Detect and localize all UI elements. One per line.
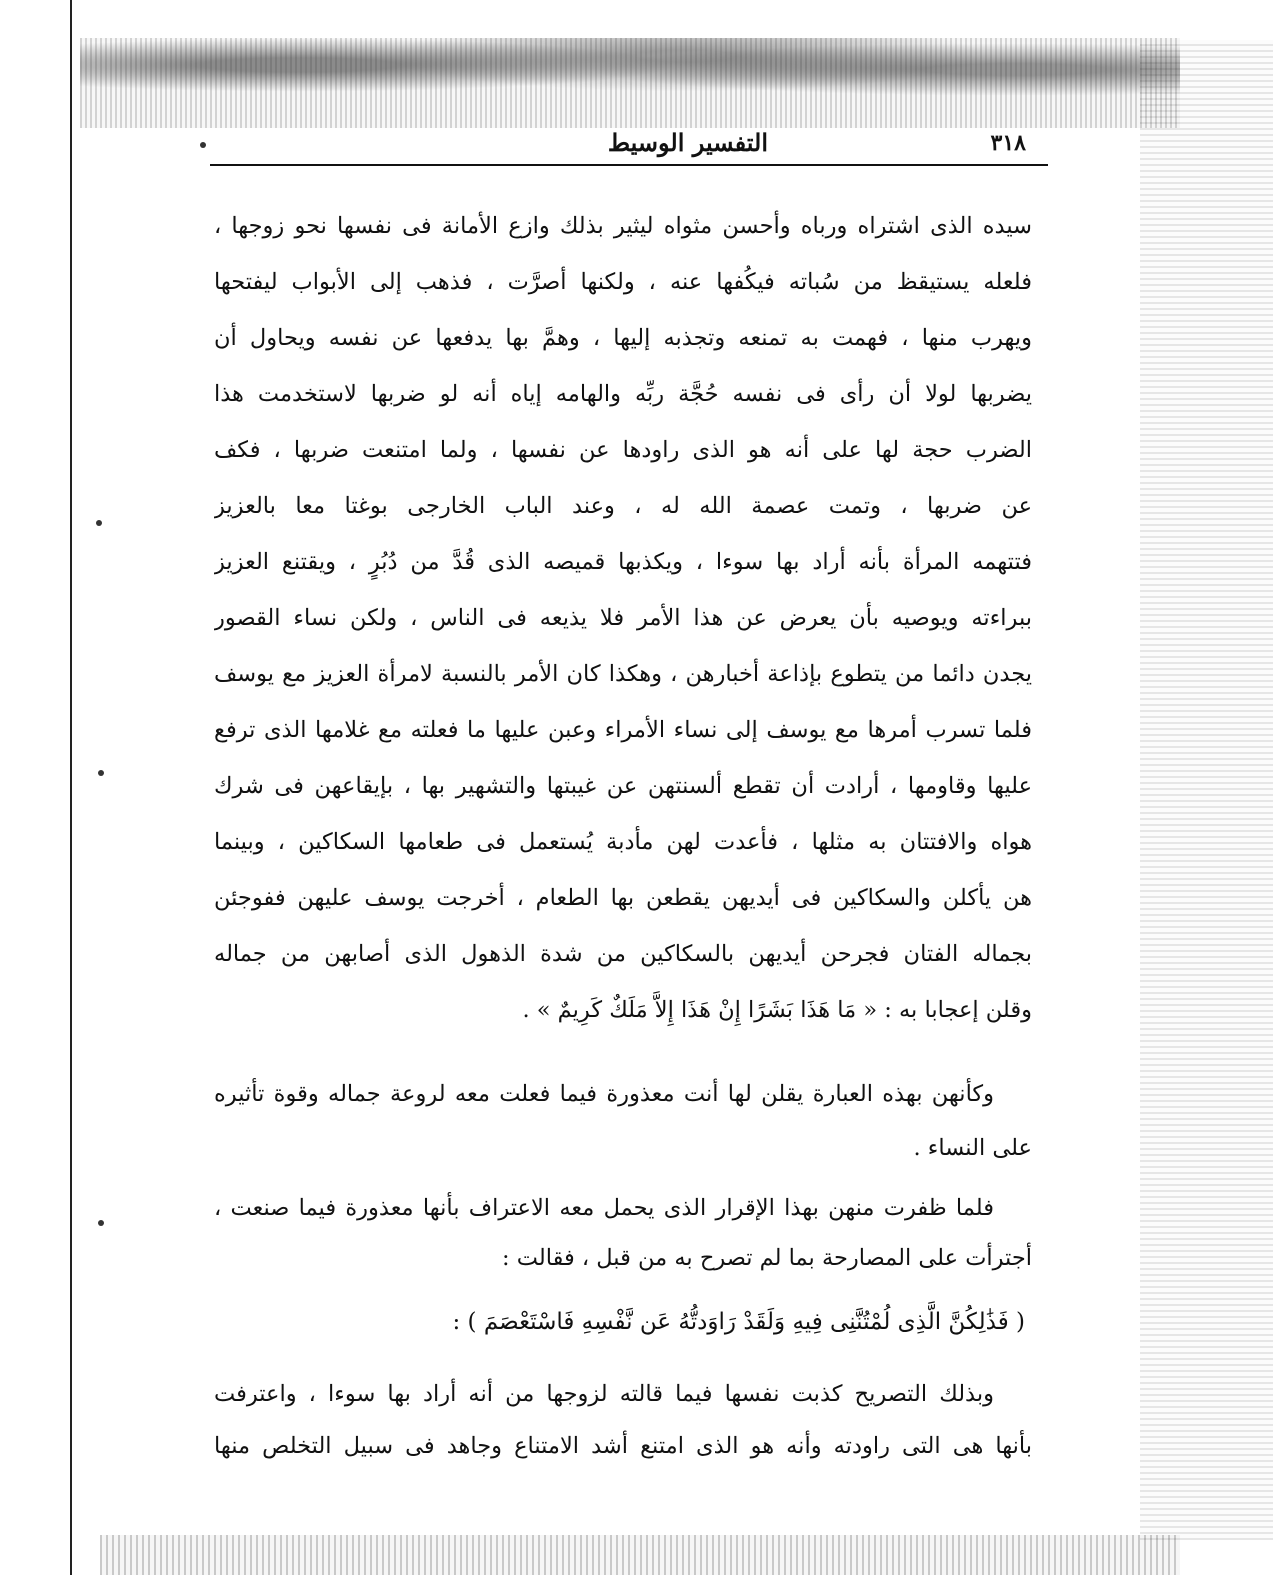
text-line: وكأنهن بهذه العبارة يقلن لها أنت معذورة فيما فعلت معه لروعة جماله وقوة تأثيره [214, 1081, 994, 1107]
text-line: سيده الذى اشتراه ورباه وأحسن مثواه ليثير بذلك وازع الأمانة فى نفسها نحو زوجها ، [214, 213, 1032, 239]
running-title: التفسير الوسيط [607, 128, 768, 157]
text-line: بجماله الفتان فجرحن أيديهن بالسكاكين من شدة الذهول الذى أصابهن من جماله [214, 941, 1032, 967]
scan-top-noise [80, 38, 1180, 128]
text-line: أجترأت على المصارحة بما لم تصرح به من قبل ، فقالت : [502, 1245, 1032, 1271]
scan-bottom-noise [100, 1535, 1180, 1575]
text-line: هواه والافتتان به مثلها ، فأعدت لهن مأدبة يُستعمل فى طعامها السكاكين ، وبينما [214, 829, 1032, 855]
text-line: ببراءته ويوصيه بأن يعرض عن هذا الأمر فلا يذيعه فى الناس ، ولكن نساء القصور [214, 605, 1032, 631]
scan-speck [98, 770, 104, 776]
text-line: فلما تسرب أمرها مع يوسف إلى نساء الأمراء وعبن عليها ما فعلته مع غلامها الذى ترفع [214, 717, 1032, 743]
text-line: بأنها هى التى راودته وأنه هو الذى امتنع أشد الامتناع وجاهد فى سبيل التخلص منها [214, 1433, 1032, 1459]
text-line: فلعله يستيقظ من سُباته فيكُفها عنه ، ولكنها أصرَّت ، فذهب إلى الأبواب ليفتحها [214, 269, 1032, 295]
scan-speck [98, 1220, 104, 1226]
scan-speck [200, 142, 206, 148]
page-number: ٣١٨ [990, 130, 1026, 156]
text-line: ويهرب منها ، فهمت به تمنعه وتجذبه إليها ، وهمَّ بها يدفعها عن نفسه ويحاول أن [214, 325, 1032, 351]
text-line-quote: وقلن إعجابا به : « مَا هَذَا بَشَرًا إِنْ هَذَا إِلاَّ مَلَكٌ كَرِيمٌ » . [522, 997, 1032, 1023]
text-line: على النساء . [913, 1135, 1032, 1161]
scan-right-noise [1140, 40, 1273, 1540]
text-line: هن يأكلن والسكاكين فى أيديهن يقطعن بها الطعام ، أخرجت يوسف عليهن ففوجئن [214, 885, 1032, 911]
text-line: يجدن دائما من يتطوع بإذاعة أخبارهن ، وهكذا كان الأمر بالنسبة لامرأة العزيز مع يوسف [214, 661, 1032, 687]
text-line: فلما ظفرت منهن بهذا الإقرار الذى يحمل معه الاعتراف بأنها معذورة فيما صنعت ، [214, 1195, 994, 1221]
page-header [210, 128, 1048, 166]
quran-verse: ( فَذَٰلِكُنَّ الَّذِى لُمْتُنَّنِى فِيهِ وَلَقَدْ رَاوَدتُّهُ عَن نَّفْسِهِ فَاسْتَعْصَمَ ) : [452, 1309, 1025, 1335]
text-line: الضرب حجة لها على أنه هو الذى راودها عن نفسها ، ولما امتنعت ضربها ، فكف [214, 437, 1032, 463]
scan-left-edge-line [70, 0, 72, 1575]
text-line: وبذلك التصريح كذبت نفسها فيما قالته لزوجها من أنه أراد بها سوءا ، واعترفت [214, 1381, 994, 1407]
text-line: عن ضربها ، وتمت عصمة الله له ، وعند الباب الخارجى بوغتا معا بالعزيز [214, 493, 1032, 519]
text-line: يضربها لولا أن رأى فى نفسه حُجَّة ربِّه والهامه إياه أنه لو ضربها لاستخدمت هذا [214, 381, 1032, 407]
text-line: عليها وقاومها ، أرادت أن تقطع ألسنتهن عن غيبتها والتشهير بها ، بإيقاعهن فى شرك [214, 773, 1032, 799]
scan-speck [96, 520, 102, 526]
text-line: فتتهمه المرأة بأنه أراد بها سوءا ، ويكذبها قميصه الذى قُدَّ من دُبُرٍ ، ويقتنع العزيز [214, 549, 1032, 575]
